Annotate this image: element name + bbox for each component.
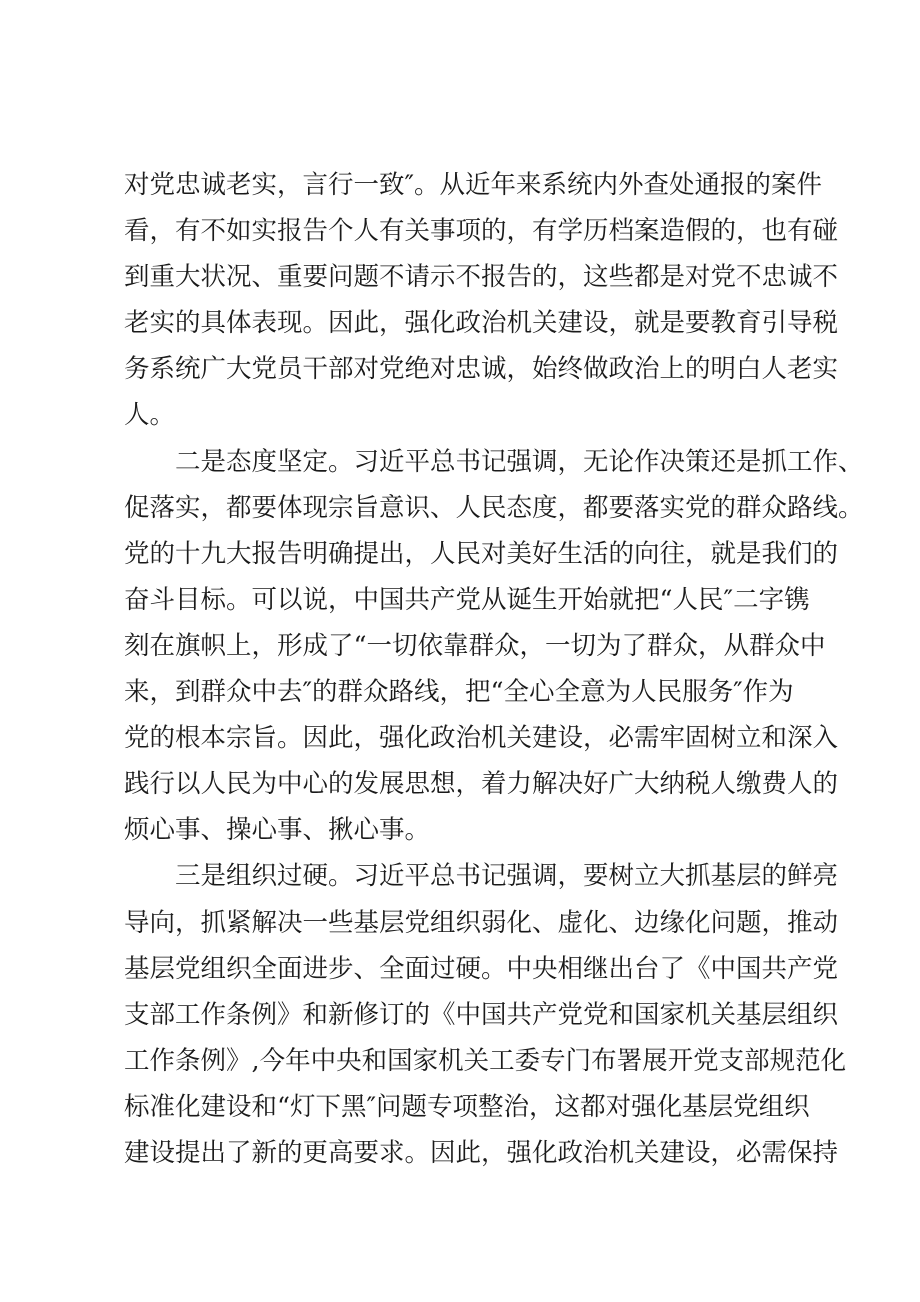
text-line: 人。 <box>124 400 176 431</box>
text-line: 工作条例》,今年中央和国家机关工委专门布署展开党支部规范化 <box>124 1045 847 1076</box>
text-line: 奋斗目标。可以说，中国共产党从诞生开始就把“人民″二字镌 <box>124 584 810 615</box>
text-line: 党的十九大报告明确提出，人民对美好生活的向往，就是我们的 <box>124 538 839 569</box>
paragraph-start-line: 二是态度坚定。习近平总书记强调，无论作决策还是抓工作、 <box>175 446 864 477</box>
text-line: 党的根本宗旨。因此，强化政治机关建设，必需牢固树立和深入 <box>124 723 839 754</box>
text-line: 践行以人民为中心的发展思想，着力解决好广大纳税人缴费人的 <box>124 769 839 800</box>
text-line: 导向，抓紧解决一些基层党组织弱化、虚化、边缘化问题，推动 <box>124 907 839 938</box>
paragraph-start-line: 三是组织过硬。习近平总书记强调，要树立大抓基层的鲜亮 <box>175 861 839 892</box>
text-line: 刻在旗帜上，形成了“一切依靠群众，一切为了群众，从群众中 <box>124 630 826 661</box>
text-line: 对党忠诚老实，言行一致″。从近年来系统内外查处通报的案件 <box>124 170 823 200</box>
text-line: 建设提出了新的更高要求。因此，强化政治机关建设，必需保持 <box>124 1137 839 1168</box>
text-line: 老实的具体表现。因此，强化政治机关建设，就是要教育引导税 <box>124 308 839 339</box>
text-line: 务系统广大党员干部对党绝对忠诚，始终做政治上的明白人老实 <box>124 354 839 385</box>
text-line: 烦心事、操心事、揪心事。 <box>124 815 431 846</box>
text-line: 支部工作条例》和新修订的《中国共产党党和国家机关基层组织 <box>124 999 839 1030</box>
text-line: 基层党组织全面进步、全面过硬。中央相继出台了《中国共产党 <box>124 953 839 984</box>
text-line: 到重大状况、重要问题不请示不报告的，这些都是对党不忠诚不 <box>124 262 839 293</box>
text-line: 来，到群众中去″的群众路线，把“全心全意为人民服务″作为 <box>124 677 794 708</box>
text-line: 促落实，都要体现宗旨意识、人民态度，都要落实党的群众路线。 <box>124 492 864 523</box>
document-body <box>124 162 864 1176</box>
text-line: 标准化建设和“灯下黑″问题专项整治，这都对强化基层党组织 <box>124 1091 810 1122</box>
text-line: 看，有不如实报告个人有关事项的，有学历档案造假的，也有碰 <box>124 216 839 247</box>
